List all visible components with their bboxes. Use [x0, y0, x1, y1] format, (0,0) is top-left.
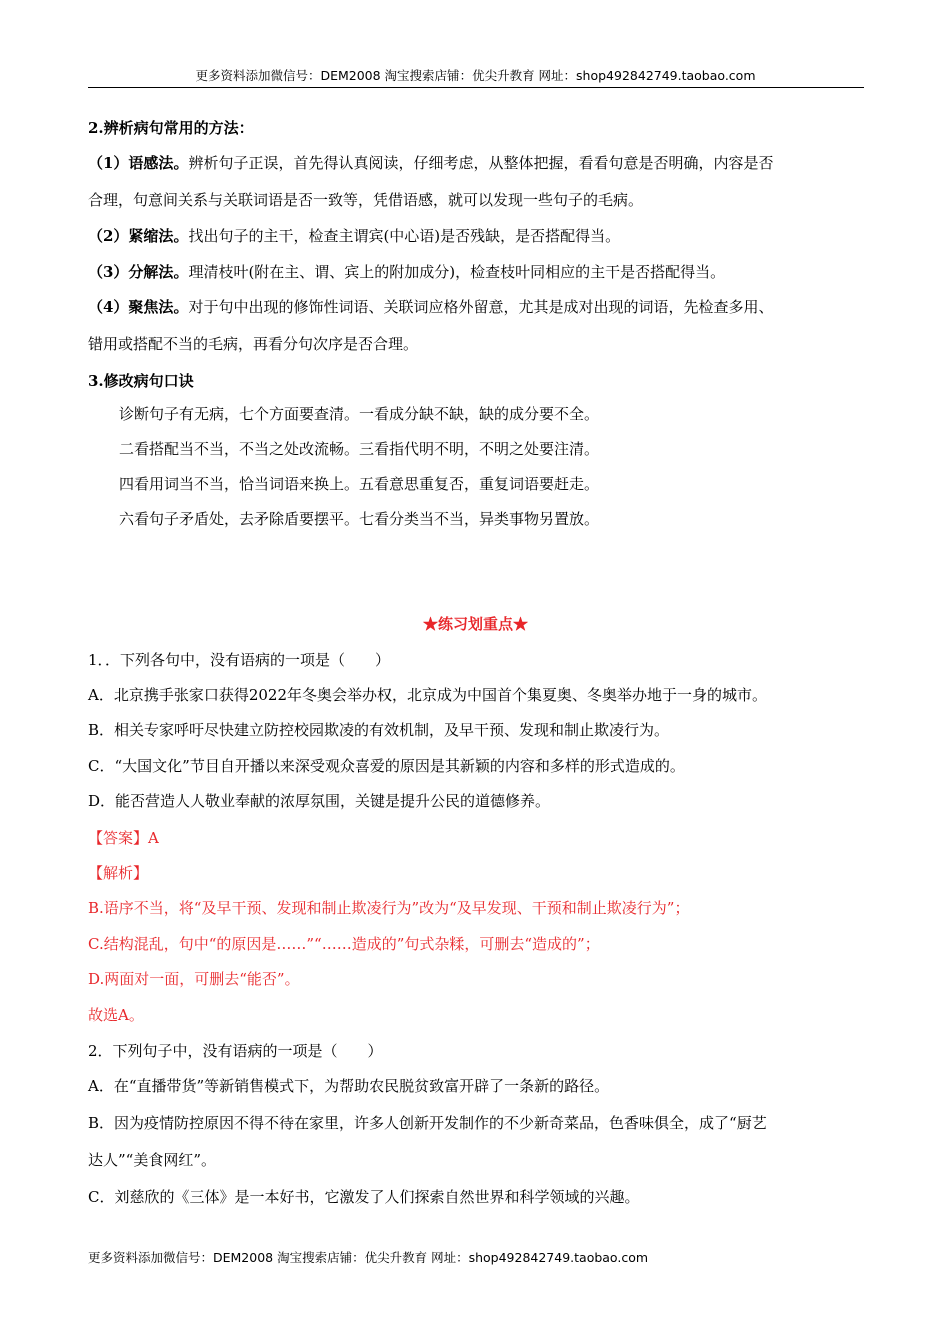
q2-option-b-line1: B．因为疫情防控原因不得不待在家里，许多人创新开发制作的不少新奇菜品，色香味俱全，成了“厨艺: [88, 1114, 767, 1132]
q1-explain-d: D.两面对一面，可删去“能否”。: [88, 970, 300, 988]
section2-title: 2.辨析病句常用的方法：: [88, 119, 254, 137]
q1-option-a: A．北京携手张家口获得2022年冬奥会举办权，北京成为中国首个集夏奥、冬奥举办地于一身的城市。: [88, 686, 768, 704]
q1-option-d: D．能否营造人人敬业奉献的浓厚氛围，关键是提升公民的道德修养。: [88, 792, 551, 810]
section3-title: 3.修改病句口诀: [88, 372, 194, 390]
q2-option-a: A．在“直播带货”等新销售模式下，为帮助农民脱贫致富开辟了一条新的路径。: [88, 1077, 610, 1095]
method2-label: （2）紧缩法。: [88, 227, 189, 245]
method4-line2: 错用或搭配不当的毛病，再看分句次序是否合理。: [88, 335, 419, 353]
page-header: 更多资料添加微信号：DEM2008 淘宝搜索店铺：优尖升教育 网址：shop492842749.taobao.com: [195, 68, 756, 83]
rhyme-line: 诊断句子有无病，七个方面要查清。一看成分缺不缺，缺的成分要不全。: [119, 405, 600, 423]
method1-line2: 合理，句意间关系与关联词语是否一致等，凭借语感，就可以发现一些句子的毛病。: [88, 191, 644, 209]
method4-text: 对于句中出现的修饰性词语、关联词应格外留意，尤其是成对出现的词语，先检查多用、: [188, 298, 774, 316]
q2-option-c: C．刘慈欣的《三体》是一本好书，它激发了人们探索自然世界和科学领域的兴趣。: [88, 1188, 640, 1206]
method1-label: （1）语感法。: [88, 154, 189, 172]
q1-option-c: C．“大国文化”节目自开播以来深受观众喜爱的原因是其新颖的内容和多样的形式造成的。: [88, 757, 685, 775]
rhyme-line: 六看句子矛盾处，去矛除盾要摆平。七看分类当不当，异类事物另置放。: [119, 510, 600, 528]
page-footer: 更多资料添加微信号：DEM2008 淘宝搜索店铺：优尖升教育 网址：shop492842749.taobao.com: [88, 1250, 649, 1265]
q1-option-b: B．相关专家呼吁尽快建立防控校园欺凌的有效机制，及早干预、发现和制止欺凌行为。: [88, 721, 670, 739]
method1-line1: [88, 153, 773, 173]
rhyme-line: 二看搭配当不当，不当之处改流畅。三看指代明不明，不明之处要注清。: [119, 440, 600, 458]
practice-heading: ★练习划重点★: [422, 615, 528, 633]
q1-explain-b: B.语序不当，将“及早干预、发现和制止欺凌行为”改为“及早发现、干预和制止欺凌行为”；: [88, 899, 690, 917]
q1-answer: 【答案】A: [88, 829, 159, 847]
method1-text: 辨析句子正误，首先得认真阅读，仔细考虑，从整体把握，看看句意是否明确，内容是否: [188, 154, 774, 172]
q2-option-b-line2: 达人”“美食网红”。: [88, 1151, 217, 1169]
method2-text: 找出句子的主干，检查主谓宾(中心语)是否残缺，是否搭配得当。: [188, 227, 621, 245]
q1-stem: 1．．下列各句中，没有语病的一项是（ ）: [88, 651, 391, 669]
q1-analysis-label: 【解析】: [88, 864, 149, 882]
method3-line: [88, 262, 725, 282]
method4-label: （4）聚焦法。: [88, 298, 189, 316]
q1-conclusion: 故选A。: [88, 1006, 144, 1024]
header-divider: [88, 87, 864, 88]
method3-label: （3）分解法。: [88, 263, 189, 281]
q2-stem: 2．下列句子中，没有语病的一项是（ ）: [88, 1042, 383, 1060]
q1-explain-c: C.结构混乱，句中“的原因是……”“……造成的”句式杂糅，可删去“造成的”；: [88, 935, 600, 953]
rhyme-line: 四看用词当不当，恰当词语来换上。五看意思重复否，重复词语要赶走。: [119, 475, 600, 493]
method3-text: 理清枝叶(附在主、谓、宾上的附加成分)，检查枝叶同相应的主干是否搭配得当。: [188, 263, 726, 281]
method4-line1: [88, 297, 773, 317]
method2-line: [88, 226, 620, 246]
